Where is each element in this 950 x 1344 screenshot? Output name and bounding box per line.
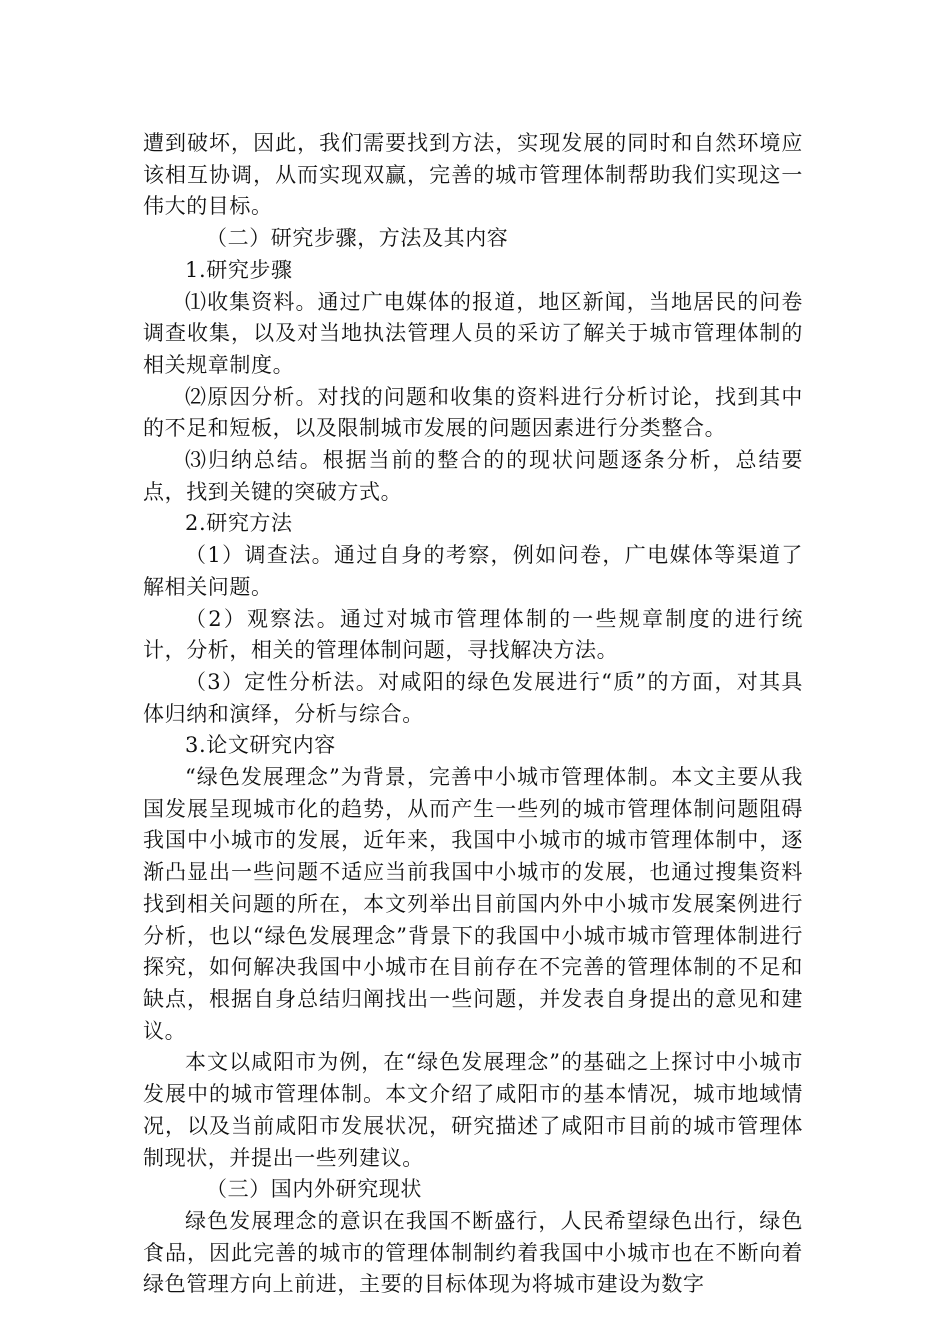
body-paragraph: （2）观察法。通过对城市管理体制的一些规章制度的进行统计，分析，相关的管理体制问题，寻找解决方法。	[143, 606, 803, 663]
subheading-research-steps: 1.研究步骤	[185, 257, 293, 282]
document-body	[143, 128, 803, 1301]
body-paragraph: 遭到破坏，因此，我们需要找到方法，实现发展的同时和自然环境应该相互协调，从而实现双赢，完善的城市管理体制帮助我们实现这一伟大的目标。	[143, 131, 803, 219]
body-paragraph: ⑶归纳总结。根据当前的整合的的现状问题逐条分析，总结要点，找到关键的突破方式。	[143, 448, 803, 504]
body-paragraph: 绿色发展理念的意识在我国不断盛行，人民希望绿色出行，绿色食品，因此完善的城市的管理体制制约着我国中小城市也在不断向着绿色管理方向上前进，主要的目标体现为将城市建设为数字	[143, 1208, 803, 1297]
subheading-research-methods: 2.研究方法	[185, 511, 293, 536]
body-paragraph: 本文以咸阳市为例，在“绿色发展理念”的基础之上探讨中小城市发展中的城市管理体制。本文介绍了咸阳市的基本情况，城市地域情况，以及当前咸阳市发展状况，研究描述了咸阳市目前的城市管理体制现状，并提出一些列建议。	[143, 1050, 803, 1170]
section-heading-research-status: （三）国内外研究现状	[206, 1177, 422, 1202]
body-paragraph: （1）调查法。通过自身的考察，例如问卷，广电媒体等渠道了解相关问题。	[143, 543, 803, 599]
body-paragraph: ⑴收集资料。通过广电媒体的报道，地区新闻，当地居民的问卷调查收集，以及对当地执法管理人员的采访了解关于城市管理体制的相关规章制度。	[143, 289, 803, 377]
subheading-thesis-content: 3.论文研究内容	[185, 733, 336, 758]
section-heading-research-steps-methods: （二）研究步骤，方法及其内容	[206, 226, 509, 251]
body-paragraph: （3）定性分析法。对咸阳的绿色发展进行“质”的方面，对其具体归纳和演绎，分析与综合。	[143, 669, 803, 726]
body-paragraph: ⑵原因分析。对找的问题和收集的资料进行分析讨论，找到其中的不足和短板，以及限制城市发展的问题因素进行分类整合。	[143, 384, 803, 441]
body-paragraph: “绿色发展理念”为背景，完善中小城市管理体制。本文主要从我国发展呈现城市化的趋势，从而产生一些列的城市管理体制问题阻碍我国中小城市的发展，近年来，我国中小城市的城市管理体制中，逐渐凸显出一些问题不适应当前我国中小城市的发展，也通过搜集资料找到相关问题的所在，本文列举出目前国内外中小城市发展案例进行分析，也以“绿色发展理念”背景下的我国中小城市城市管理体制进行探究，如何解决我国中小城市在目前存在不完善的管理体制的不足和缺点，根据自身总结归阐找出一些问题，并发表自身提出的意见和建议。	[143, 765, 803, 1043]
